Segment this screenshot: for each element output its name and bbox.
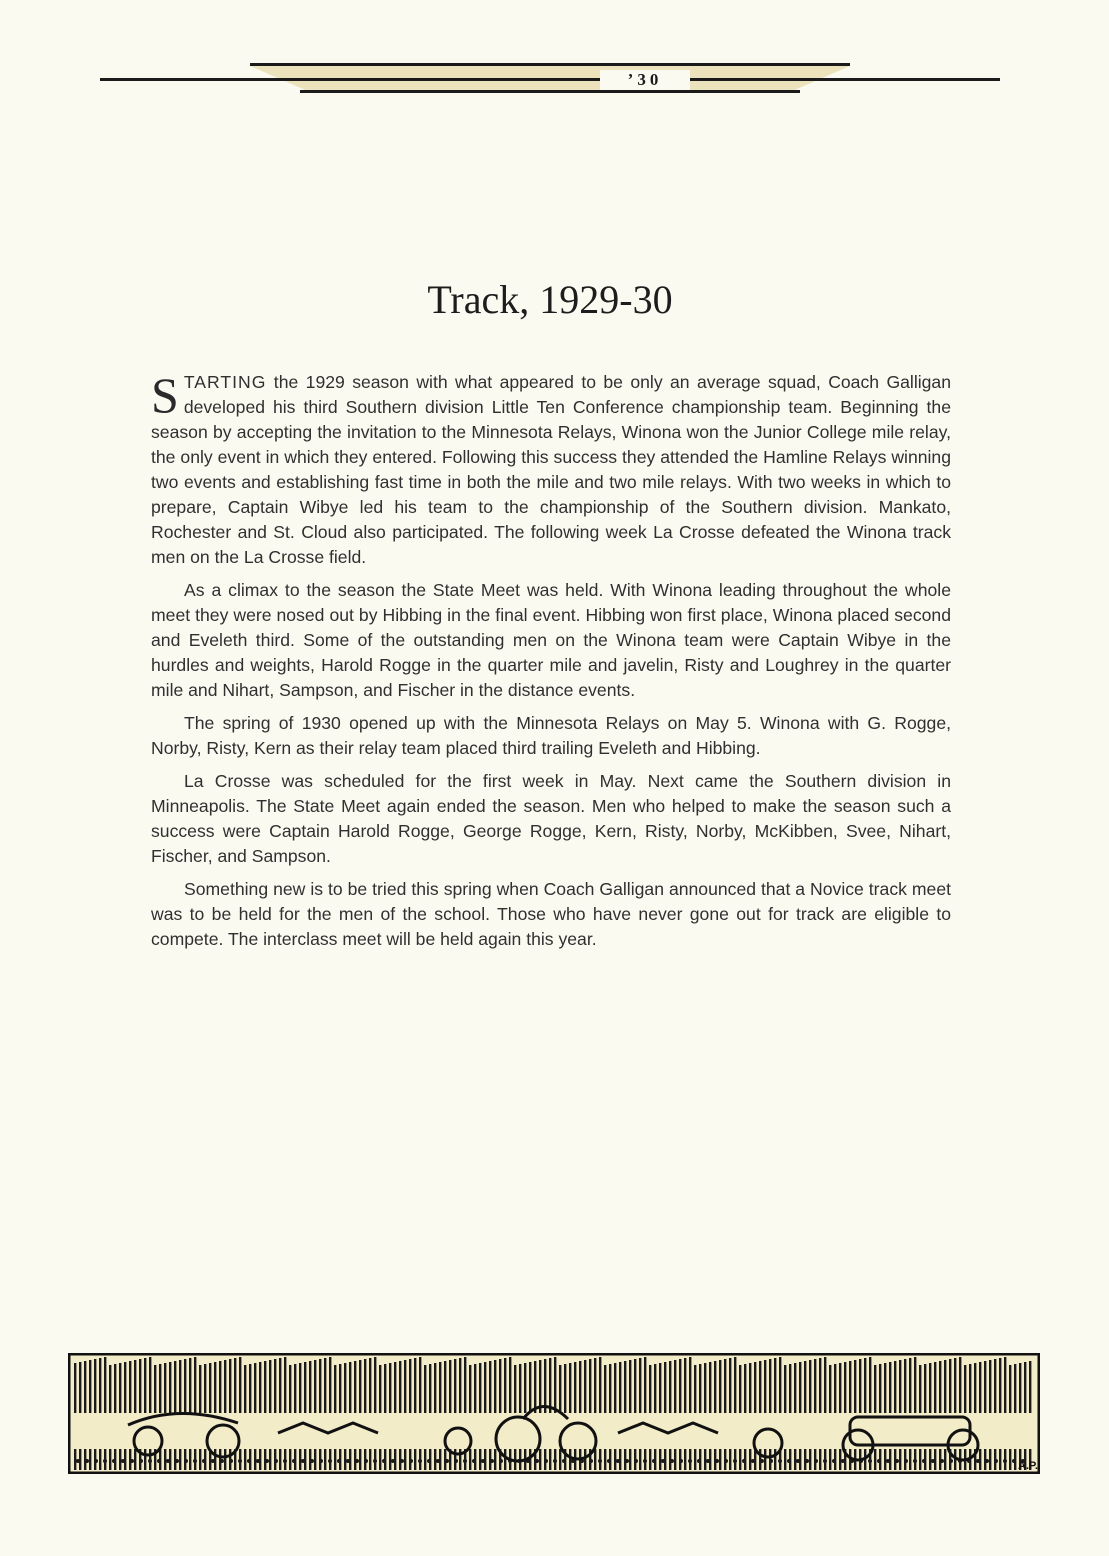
article-paragraph: Something new is to be tried this spring when Coach Galligan announced that a Novice track meet was to be held for the men of the school. Those who have never gone out for track are eligible to compete. The interclass meet will be held again this year. <box>151 879 951 949</box>
lead-paragraph-text: the 1929 season with what appeared to be only an average squad, Coach Galligan developed his third Southern division Little Ten Conference championship team. Beginning the season by accepting the invitation to the Minnesota Relays, Winona won the Junior College mile relay, the only event in which they entered. Following this success they attended the Hamline Relays winning two events and establishing fast time in both the mile and two mile relays. With two weeks in which to prepare, Captain Wibye led his team to the championship of the Southern division. Mankato, Rochester and St. Cloud also participated. The following week La Crosse defeated the Winona track men on the La Crosse field. <box>151 372 951 567</box>
header-rules <box>100 58 1000 100</box>
article-paragraph <box>151 367 951 570</box>
drop-cap: S <box>151 367 179 423</box>
article-paragraph: The spring of 1930 opened up with the Minnesota Relays on May 5. Winona with G. Rogge, Norby, Risty, Kern as their relay team placed third trailing Eveleth and Hibbing. <box>151 713 951 758</box>
article-paragraph: La Crosse was scheduled for the first week in May. Next came the Southern division in Minneapolis. The State Meet again ended the season. Men who helped to make the season such a success were Captain Harold Rogge, George Rogge, Kern, Risty, Norby, McKibben, Svee, Nihart, Fischer, and Sampson. <box>151 771 951 866</box>
article-paragraph: As a climax to the season the State Meet was held. With Winona leading throughout the whole meet they were nosed out by Hibbing in the final event. Hibbing won first place, Winona placed second and Eveleth third. Some of the outstanding men on the Winona team were Captain Wibye in the hurdles and weights, Harold Rogge in the quarter mile and javelin, Risty and Loughrey in the quarter mile and Nihart, Sampson, and Fischer in the distance events. <box>151 580 951 700</box>
lead-in-caps: TARTING <box>183 372 267 392</box>
article-body <box>151 367 951 960</box>
transport-parade-illustration <box>68 1353 1040 1474</box>
header-year-label: ’30 <box>600 70 690 90</box>
artist-initials: A.P. <box>1018 1460 1038 1472</box>
footer-illustration-band <box>68 1353 1040 1474</box>
page-header-ornament <box>100 58 1000 100</box>
page-title: Track, 1929-30 <box>427 277 673 322</box>
